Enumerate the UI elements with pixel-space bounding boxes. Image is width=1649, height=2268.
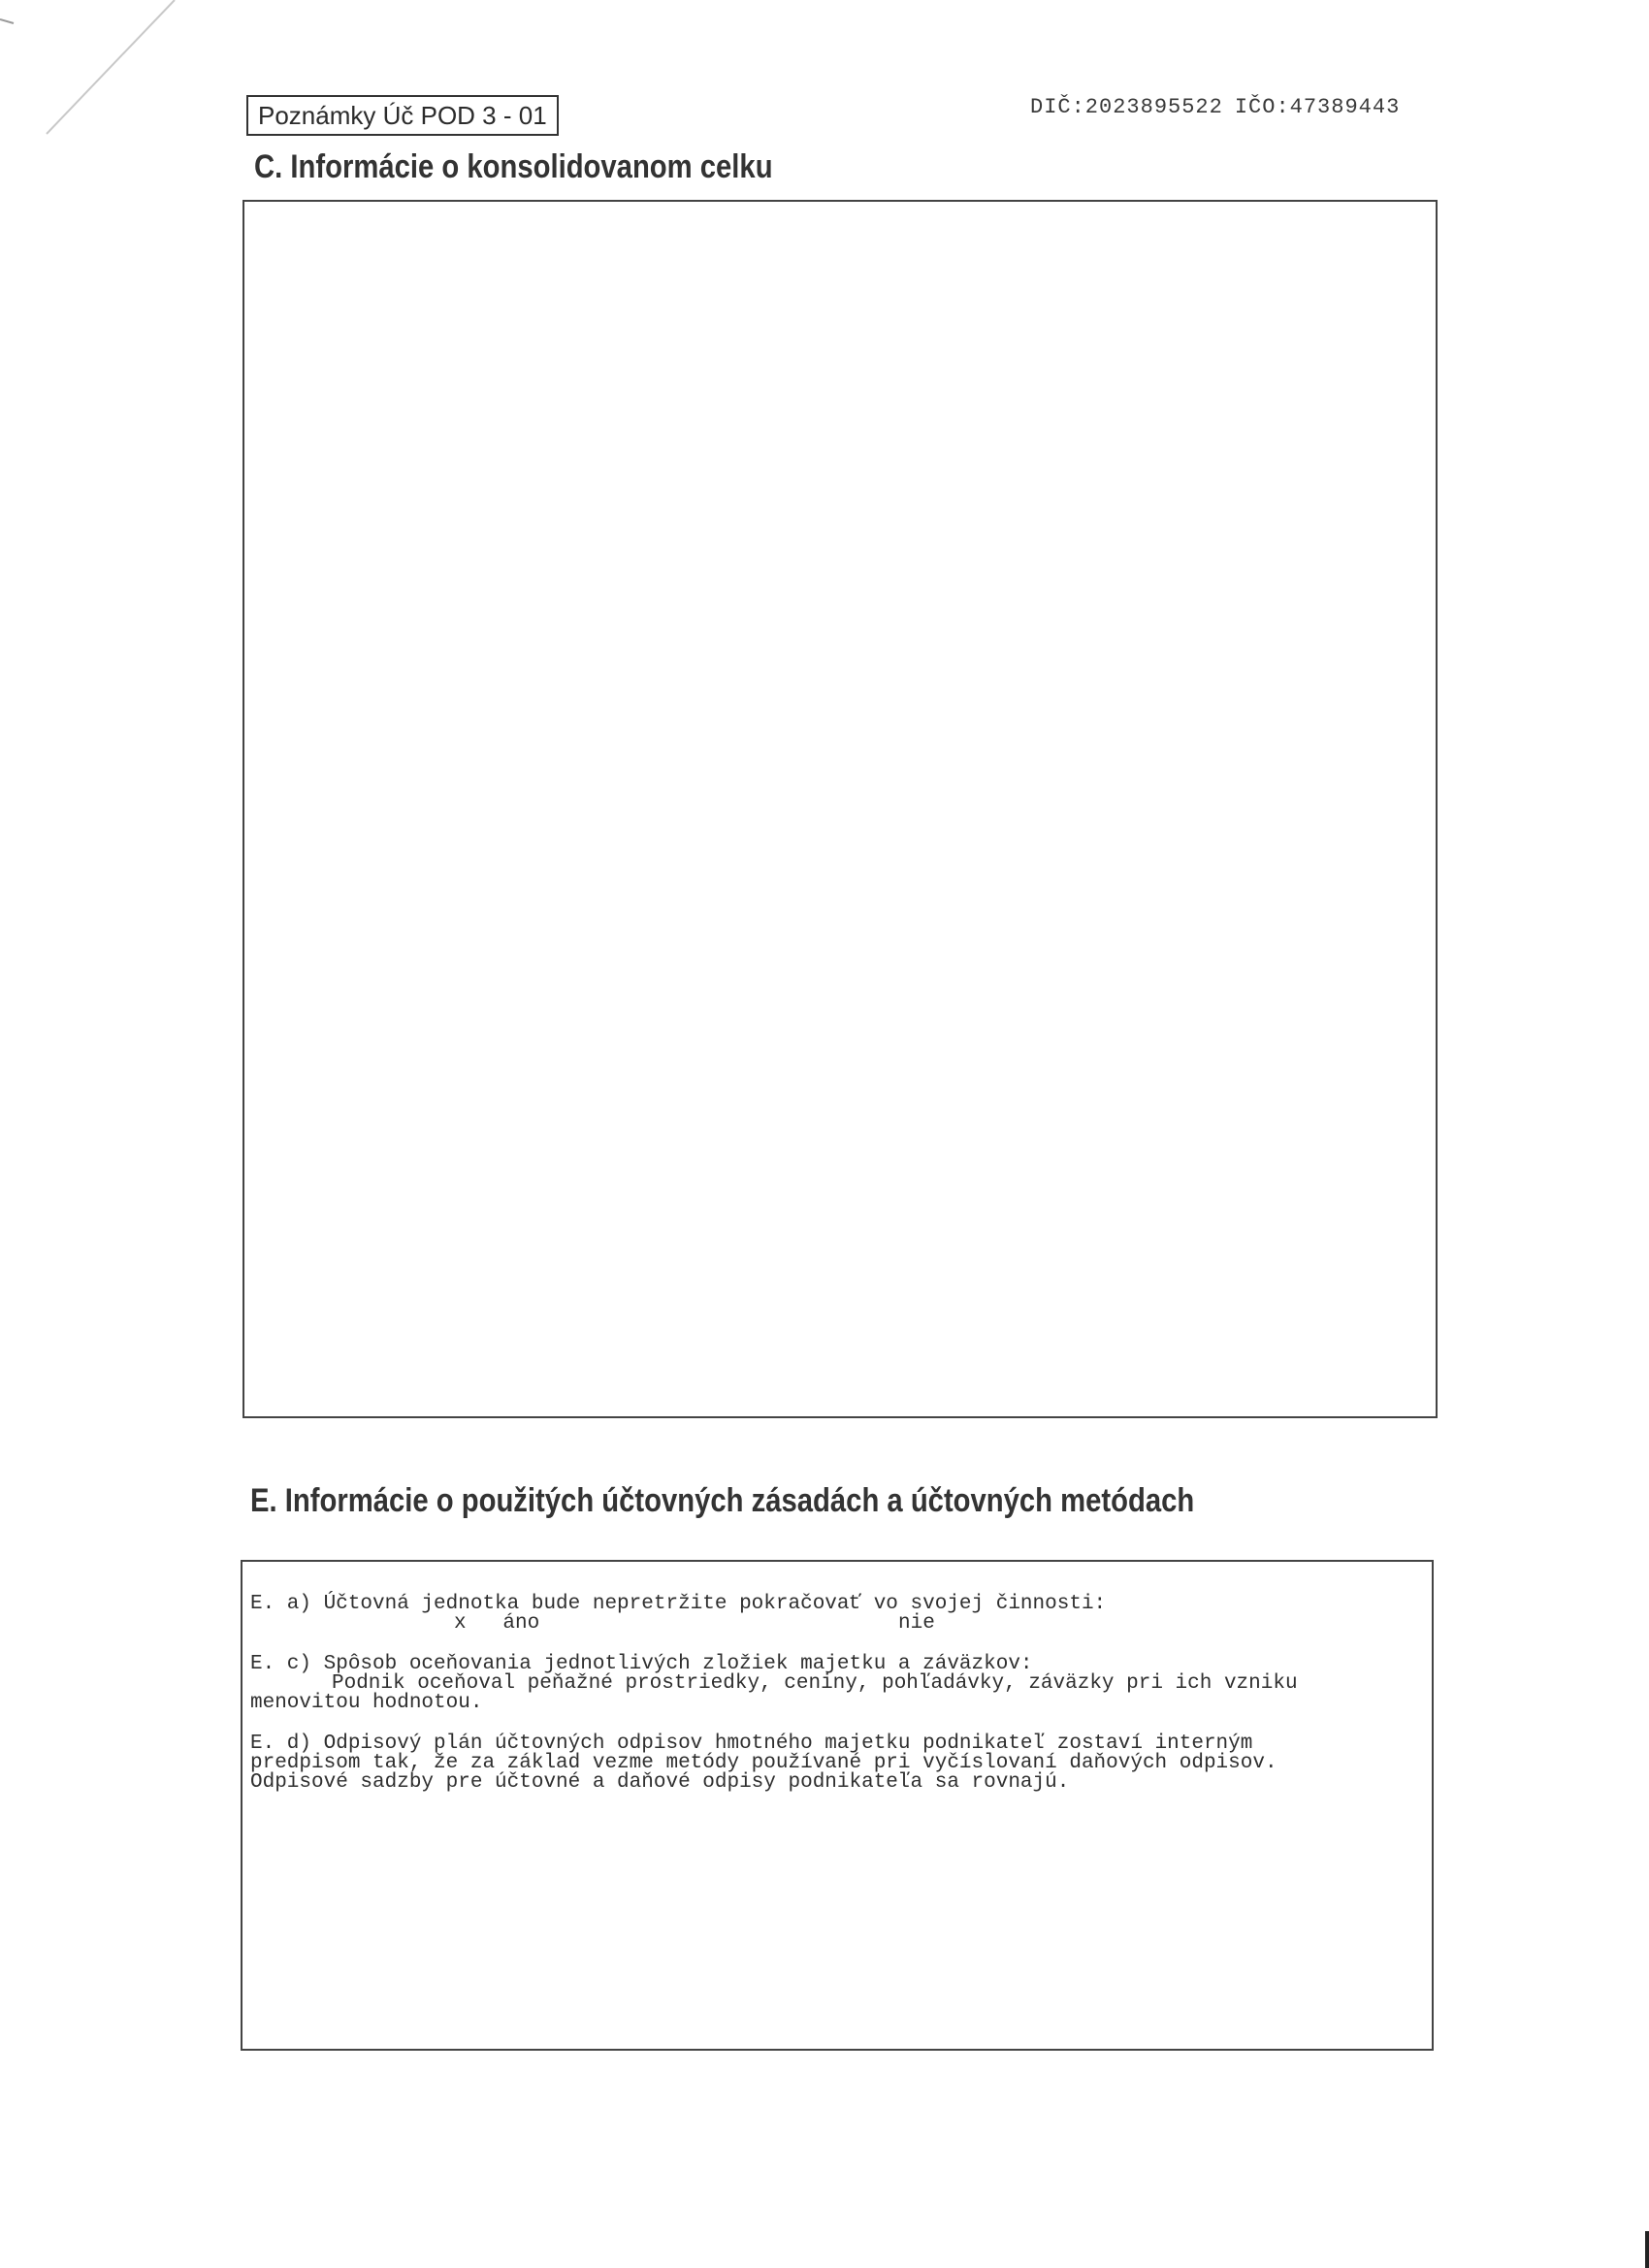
tax-identifiers <box>1030 95 1400 119</box>
item-e-c-line2: menovitou hodnotou. <box>250 1692 483 1714</box>
item-e-a <box>250 1595 1426 1634</box>
section-c-box <box>242 200 1438 1418</box>
item-e-a-text: E. a) Účtovná jednotka bude nepretržite pokračovať vo svojej činnosti: <box>250 1593 1107 1615</box>
item-e-d-line3: Odpisové sadzby pre účtovné a daňové odpisy podnikateľa sa rovnajú. <box>250 1771 1070 1794</box>
going-concern-options <box>250 1614 1426 1634</box>
form-code-label: Poznámky Úč POD 3 - 01 <box>246 95 559 136</box>
scan-edge-mark <box>1645 2231 1649 2268</box>
item-e-d <box>250 1734 1426 1793</box>
item-e-c <box>250 1655 1426 1713</box>
item-e-c-line1: Podnik oceňoval peňažné prostriedky, ceniny, pohľadávky, záväzky pri ich vzniku <box>332 1672 1298 1695</box>
section-e-title: E. Informácie o použitých účtovných zásadách a účtovných metódach <box>250 1482 1195 1519</box>
section-e-box <box>241 1560 1434 2051</box>
dic-number: DIČ:2023895522 <box>1030 95 1223 119</box>
page-fold-corner <box>0 0 184 146</box>
item-e-d-line1: E. d) Odpisový plán účtovných odpisov hmotného majetku podnikateľ zostaví interným <box>250 1733 1253 1755</box>
section-c-title: C. Informácie o konsolidovanom celku <box>254 148 773 185</box>
section-e-content <box>250 1595 1426 1814</box>
item-e-c-heading: E. c) Spôsob oceňovania jednotlivých zložiek majetku a záväzkov: <box>250 1653 1033 1675</box>
option-no: nie <box>898 1612 935 1635</box>
option-yes-checked: x áno <box>454 1612 540 1635</box>
item-e-d-line2: predpisom tak, že za základ vezme metódy používané pri vyčíslovaní daňových odpisov. <box>250 1752 1277 1774</box>
ico-number: IČO:47389443 <box>1234 95 1401 119</box>
